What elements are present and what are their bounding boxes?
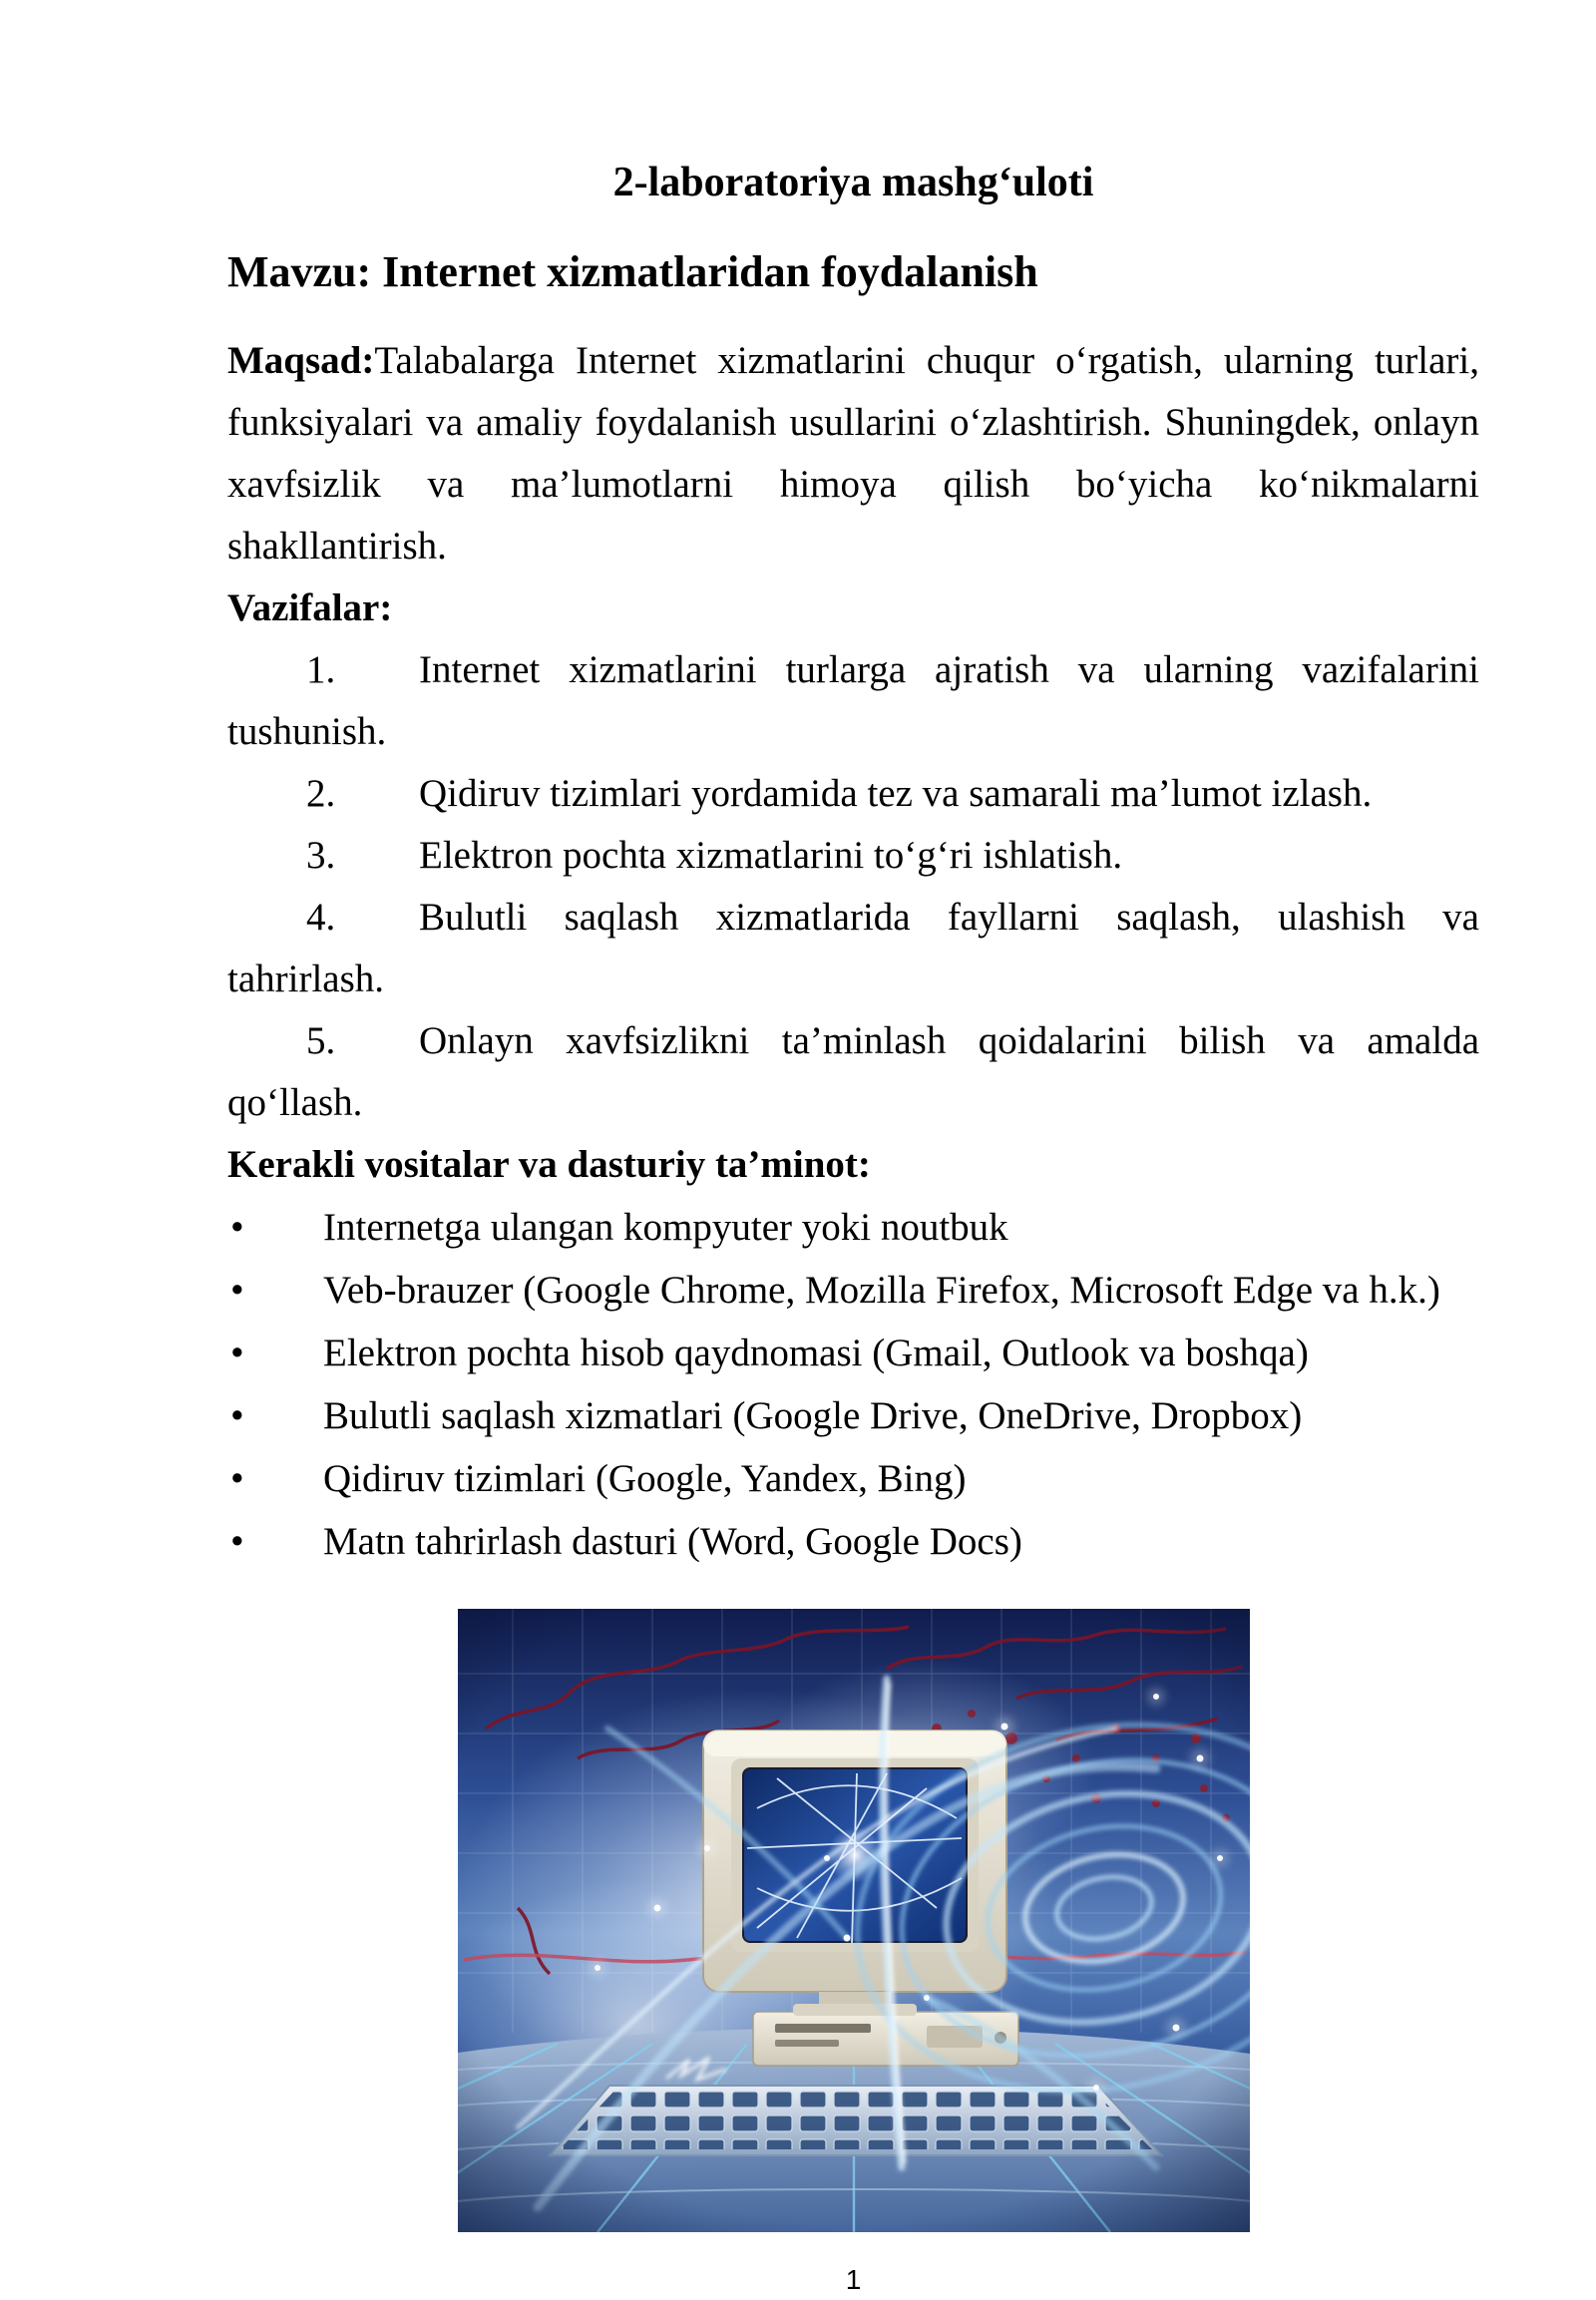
task-number: 2.	[306, 772, 336, 815]
task-item	[227, 639, 1479, 763]
bullet-marker: •	[230, 1457, 244, 1500]
task-text: Bulutli saqlash xizmatlarida fayllarni saqlash, ulashish va tahrirlash.	[227, 896, 1479, 1000]
task-number: 1.	[306, 648, 336, 691]
tool-text: Elektron pochta hisob qaydnomasi (Gmail, Outlook va boshqa)	[323, 1332, 1309, 1374]
bullet-marker: •	[230, 1394, 244, 1437]
tool-text: Matn tahrirlash dasturi (Word, Google Docs)	[323, 1520, 1022, 1563]
bullet-marker: •	[230, 1520, 244, 1563]
bullet-marker: •	[230, 1206, 244, 1249]
tool-item	[227, 1322, 1479, 1384]
purpose-label: Maqsad:	[227, 339, 375, 382]
tool-item	[227, 1384, 1479, 1447]
tool-item	[227, 1259, 1479, 1322]
internet-computer-network-illustration	[458, 1609, 1250, 2232]
page-number: 1	[845, 2264, 862, 2295]
tool-item	[227, 1196, 1479, 1259]
tool-text: Veb-brauzer (Google Chrome, Mozilla Firefox, Microsoft Edge va h.k.)	[323, 1269, 1440, 1312]
task-text: Elektron pochta xizmatlarini toʻgʻri ishlatish.	[419, 834, 1123, 877]
vignette-overlay	[458, 1609, 1250, 2232]
tool-text: Internetga ulangan kompyuter yoki noutbuk	[323, 1206, 1008, 1249]
purpose-paragraph	[227, 330, 1479, 577]
tools-label: Kerakli vositalar va dasturiy ta’minot:	[227, 1143, 871, 1186]
task-item	[227, 763, 1479, 825]
task-text: Onlayn xavfsizlikni ta’minlash qoidalarini bilish va amalda qoʻllash.	[227, 1019, 1479, 1124]
page-title: 2-laboratoriya mashgʻuloti	[612, 160, 1094, 205]
task-text: Internet xizmatlarini turlarga ajratish va ularning vazifalarini tushunish.	[227, 648, 1479, 753]
task-number: 3.	[306, 834, 336, 877]
tasks-label: Vazifalar:	[227, 586, 393, 629]
task-item	[227, 887, 1479, 1010]
topic-heading: Mavzu: Internet xizmatlaridan foydalanish	[227, 247, 1038, 296]
task-text: Qidiruv tizimlari yordamida tez va samarali ma’lumot izlash.	[419, 772, 1373, 815]
tool-text: Qidiruv tizimlari (Google, Yandex, Bing)	[323, 1457, 967, 1500]
task-number: 5.	[306, 1019, 336, 1062]
task-number: 4.	[306, 896, 336, 939]
tool-text: Bulutli saqlash xizmatlari (Google Drive, OneDrive, Dropbox)	[323, 1394, 1303, 1437]
task-item	[227, 825, 1479, 887]
bullet-marker: •	[230, 1332, 244, 1374]
figure-internet-computer-photo	[227, 1609, 1479, 2232]
purpose-text: Talabalarga Internet xizmatlarini chuqur oʻrgatish, ularning turlari, funksiyalari va amaliy foydalanish usullarini oʻzlashtirish. Shuningdek, onlayn xavfsizlik va ma’lumotlarni himoya qilish boʻyicha koʻnikmalarni shakllantirish.	[227, 339, 1479, 568]
bullet-marker: •	[230, 1269, 244, 1312]
tool-item	[227, 1510, 1479, 1573]
tool-item	[227, 1447, 1479, 1510]
task-item	[227, 1010, 1479, 1134]
